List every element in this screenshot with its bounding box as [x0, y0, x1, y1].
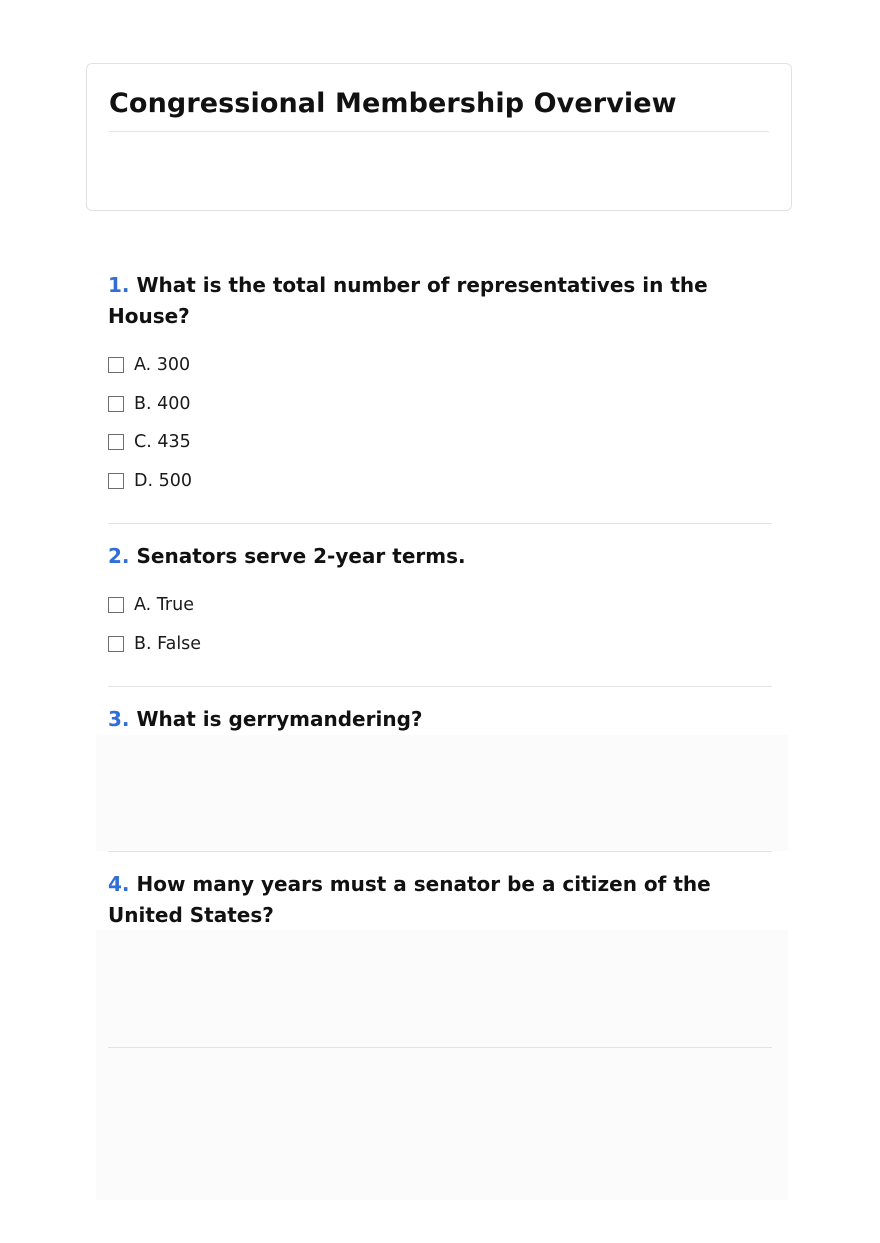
option-false[interactable] — [108, 625, 772, 664]
question-2-prompt: Senators serve 2-year terms. — [136, 544, 466, 568]
question-2-number: 2. — [108, 544, 130, 568]
question-3 — [108, 704, 772, 735]
option-label: B. False — [134, 633, 202, 654]
question-2-text — [108, 541, 772, 572]
option-label: B. 400 — [134, 393, 191, 414]
question-1-number: 1. — [108, 273, 130, 297]
question-4 — [108, 869, 772, 931]
option-label: A. True — [134, 595, 194, 616]
header-card — [86, 63, 792, 211]
question-divider — [108, 1047, 772, 1048]
checkbox[interactable] — [108, 396, 124, 412]
question-3-prompt: What is gerrymandering? — [136, 707, 423, 731]
option-label: D. 500 — [134, 471, 193, 492]
question-1-text — [108, 270, 772, 332]
checkbox[interactable] — [108, 357, 124, 373]
option-c[interactable] — [108, 423, 772, 462]
option-b[interactable] — [108, 385, 772, 424]
page-title: Congressional Membership Overview — [109, 88, 677, 119]
question-4-number: 4. — [108, 872, 130, 896]
question-1 — [108, 270, 772, 500]
question-divider — [108, 523, 772, 524]
option-true[interactable] — [108, 586, 772, 625]
question-3-number: 3. — [108, 707, 130, 731]
question-divider — [108, 851, 772, 852]
answer-field-q4[interactable] — [96, 930, 788, 1200]
title-divider — [109, 131, 769, 132]
answer-field-q3[interactable] — [96, 735, 788, 851]
checkbox[interactable] — [108, 636, 124, 652]
option-d[interactable] — [108, 462, 772, 501]
checkbox[interactable] — [108, 473, 124, 489]
question-2-options — [108, 586, 772, 663]
question-divider — [108, 686, 772, 687]
option-a[interactable] — [108, 346, 772, 385]
question-4-text — [108, 869, 772, 931]
question-3-text — [108, 704, 772, 735]
option-label: C. 435 — [134, 432, 191, 453]
question-1-prompt: What is the total number of representatives in the House? — [108, 273, 708, 328]
checkbox[interactable] — [108, 434, 124, 450]
question-1-options — [108, 346, 772, 500]
option-label: A. 300 — [134, 355, 191, 376]
question-4-prompt: How many years must a senator be a citizen of the United States? — [108, 872, 711, 927]
question-2 — [108, 541, 772, 663]
checkbox[interactable] — [108, 597, 124, 613]
